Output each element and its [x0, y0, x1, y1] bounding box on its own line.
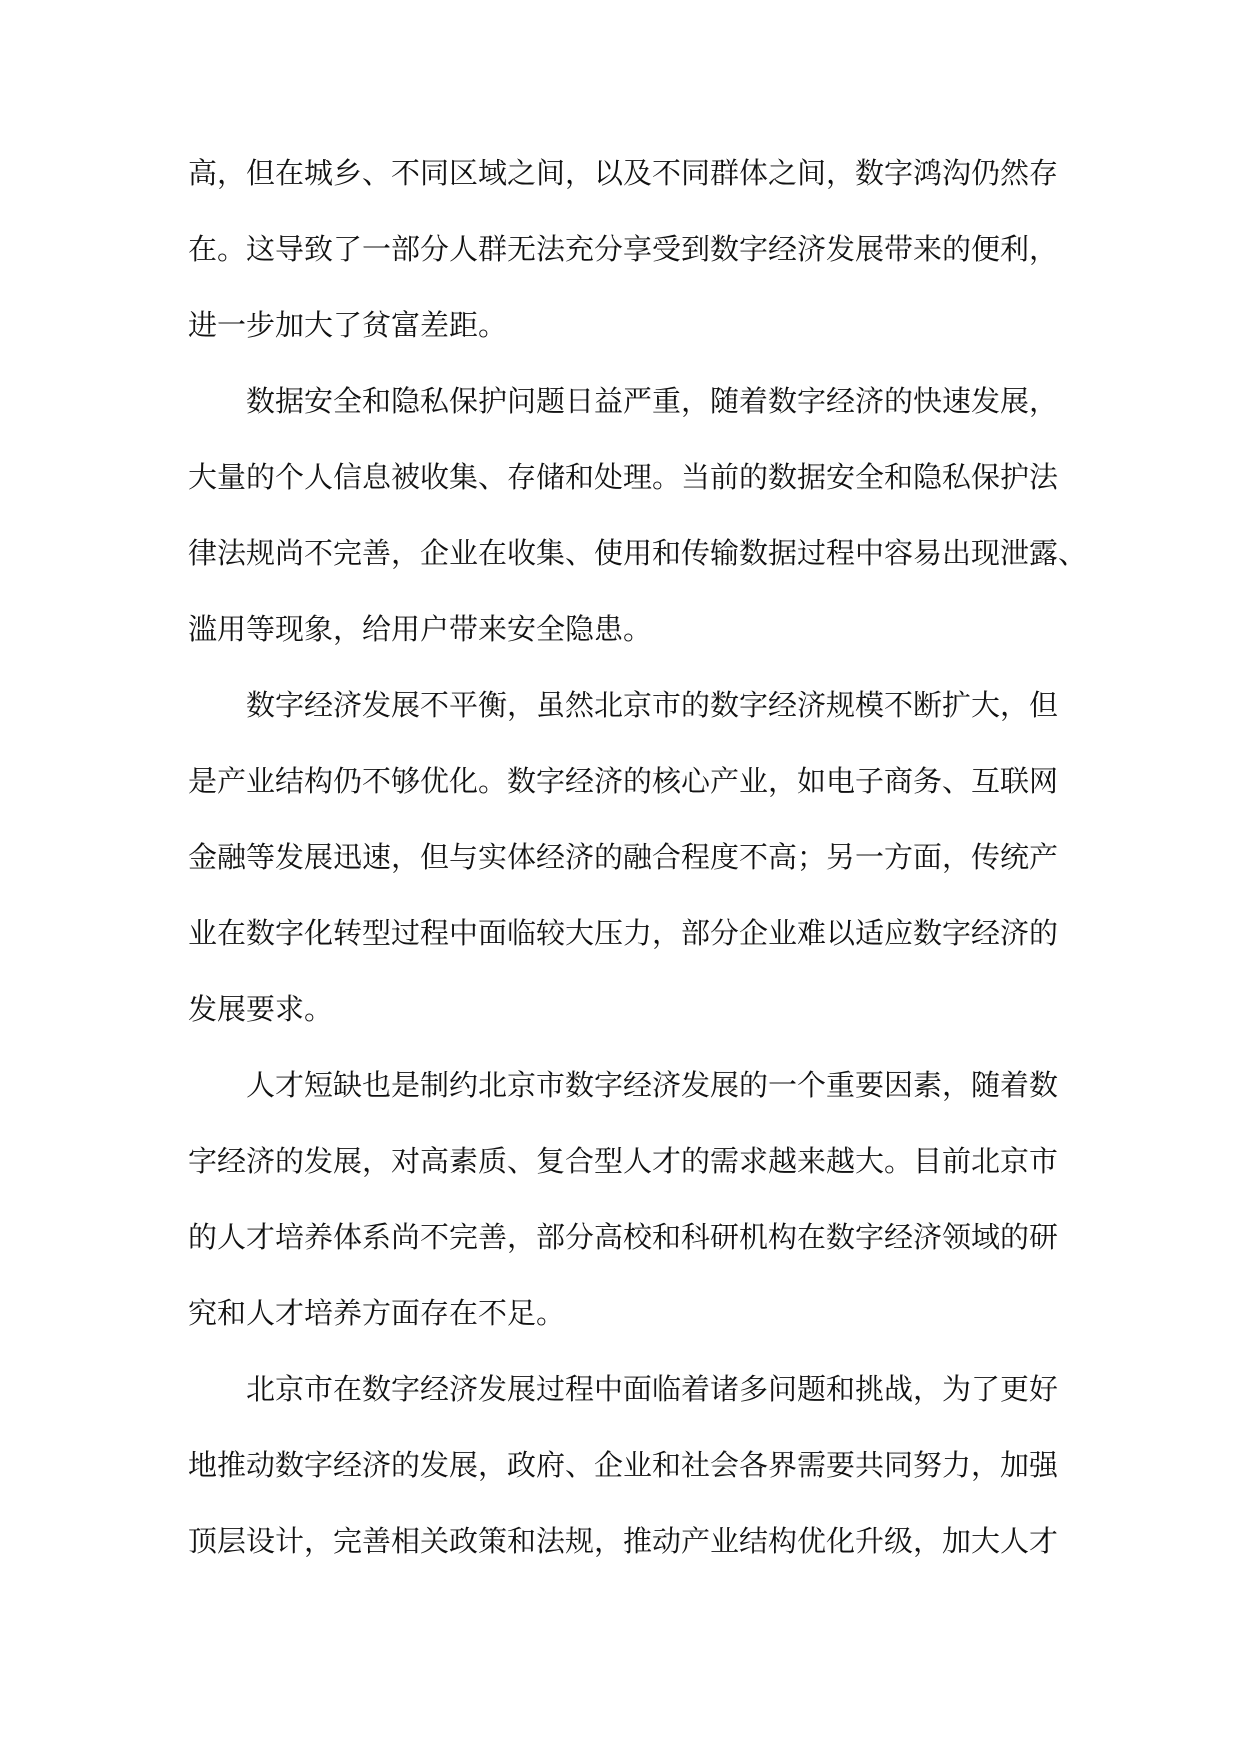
text-line: 字经济的发展，对高素质、复合型人才的需求越来越大。目前北京市: [188, 1144, 1059, 1178]
text-line: 北京市在数字经济发展过程中面临着诸多问题和挑战，为了更好: [246, 1372, 1059, 1406]
text-line: 进一步加大了贫富差距。: [188, 308, 508, 342]
text-line: 在。这导致了一部分人群无法充分享受到数字经济发展带来的便利，: [188, 232, 1059, 266]
text-line: 业在数字化转型过程中面临较大压力，部分企业难以适应数字经济的: [188, 916, 1059, 950]
text-line: 滥用等现象，给用户带来安全隐患。: [188, 612, 653, 646]
text-line: 大量的个人信息被收集、存储和处理。当前的数据安全和隐私保护法: [188, 460, 1059, 494]
text-line: 究和人才培养方面存在不足。: [188, 1296, 566, 1330]
body-text: [188, 141, 1088, 1585]
text-line: 人才短缺也是制约北京市数字经济发展的一个重要因素，随着数: [246, 1068, 1059, 1102]
text-line: 金融等发展迅速，但与实体经济的融合程度不高；另一方面，传统产: [188, 840, 1059, 874]
text-line: 顶层设计，完善相关政策和法规，推动产业结构优化升级，加大人才: [188, 1524, 1059, 1558]
text-line: 的人才培养体系尚不完善，部分高校和科研机构在数字经济领域的研: [188, 1220, 1059, 1254]
text-line: 数据安全和隐私保护问题日益严重，随着数字经济的快速发展，: [246, 384, 1059, 418]
text-line: 是产业结构仍不够优化。数字经济的核心产业，如电子商务、互联网: [188, 764, 1059, 798]
text-line: 高，但在城乡、不同区域之间，以及不同群体之间，数字鸿沟仍然存: [188, 156, 1059, 190]
text-line: 地推动数字经济的发展，政府、企业和社会各界需要共同努力，加强: [188, 1448, 1059, 1482]
text-line: 发展要求。: [188, 992, 334, 1026]
text-line: 律法规尚不完善，企业在收集、使用和传输数据过程中容易出现泄露、: [188, 536, 1088, 570]
text-line: 数字经济发展不平衡，虽然北京市的数字经济规模不断扩大，但: [246, 688, 1059, 722]
